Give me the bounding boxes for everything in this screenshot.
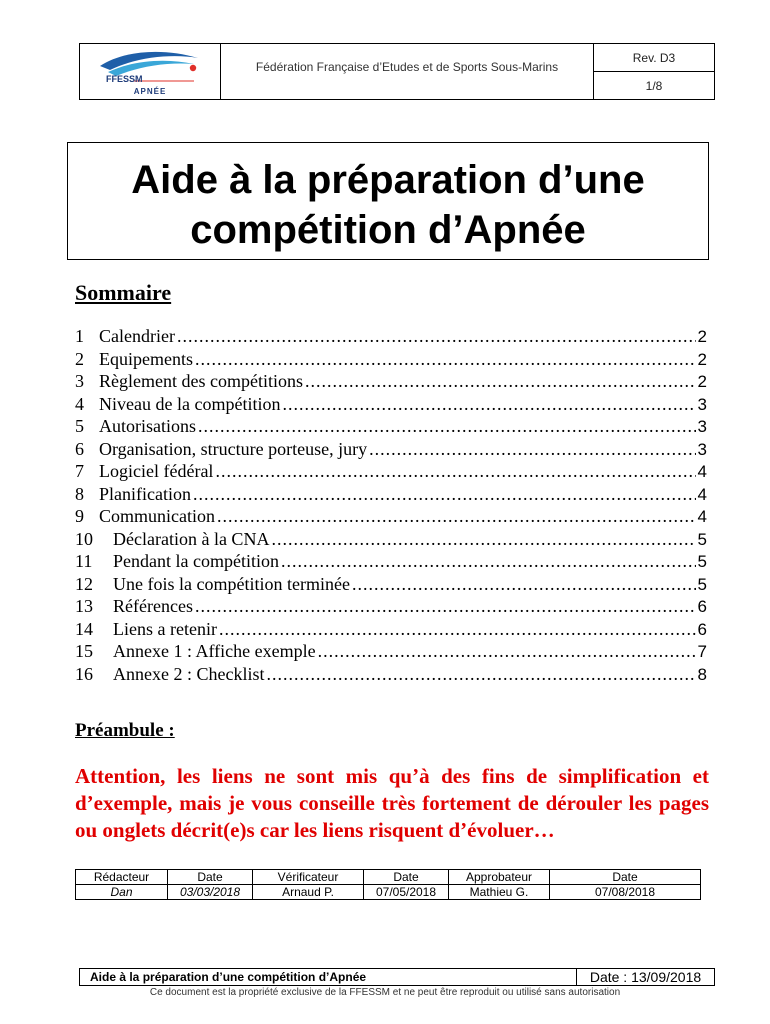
toc-number: 7 <box>75 461 84 481</box>
toc-page-number: 7 <box>697 642 707 661</box>
toc-leader-dots <box>318 640 696 663</box>
title-line-2: compétition d’Apnée <box>190 208 586 252</box>
toc-label: Annexe 1 : Affiche exemple <box>113 641 316 661</box>
toc-page-number: 4 <box>697 507 707 526</box>
toc-number: 16 <box>75 663 93 684</box>
toc-entry[interactable] <box>75 370 707 393</box>
approval-header-cell: Date <box>364 870 449 885</box>
redacteur-value: Dan <box>76 885 168 900</box>
toc-page-number: 3 <box>697 417 707 436</box>
approbation-date-value: 07/08/2018 <box>550 885 701 900</box>
toc-entry[interactable] <box>75 460 707 483</box>
toc-entry[interactable] <box>75 528 707 551</box>
toc-page-number: 5 <box>697 529 707 549</box>
revision: Rev. D3 <box>594 44 714 72</box>
wave-logo-icon <box>94 48 206 86</box>
toc-entry[interactable] <box>75 663 707 686</box>
toc-entry[interactable] <box>75 640 707 663</box>
sommaire-heading: Sommaire <box>75 280 172 305</box>
approval-header-cell: Date <box>168 870 253 885</box>
toc-leader-dots <box>217 505 696 528</box>
toc-label: Références <box>113 596 193 616</box>
toc-page-number: 2 <box>697 372 707 391</box>
preambule-heading: Préambule : <box>75 720 175 741</box>
toc-leader-dots <box>369 438 695 461</box>
toc-leader-dots <box>193 483 696 506</box>
document-title <box>67 142 709 260</box>
verification-date-value: 07/05/2018 <box>364 885 449 900</box>
approval-header-cell: Vérificateur <box>253 870 364 885</box>
toc-number: 4 <box>75 393 84 414</box>
toc-label: Règlement des compétitions <box>99 371 303 391</box>
approval-header-cell: Rédacteur <box>76 870 168 885</box>
toc-entry[interactable] <box>75 348 707 371</box>
toc-leader-dots <box>177 325 696 348</box>
toc-entry[interactable] <box>75 415 707 438</box>
toc-number: 14 <box>75 618 93 639</box>
page-number: 1/8 <box>645 78 663 93</box>
toc-label: Annexe 2 : Checklist <box>113 663 265 684</box>
toc-entry[interactable] <box>75 618 707 641</box>
toc-label: Pendant la compétition <box>113 551 279 571</box>
toc-number: 11 <box>75 551 93 571</box>
toc-entry[interactable] <box>75 325 707 348</box>
toc-label: Organisation, structure porteuse, jury <box>99 438 368 459</box>
approbateur-value: Mathieu G. <box>449 885 550 900</box>
toc-label: Planification <box>99 483 191 504</box>
toc-number: 8 <box>75 483 84 504</box>
title-line-1: Aide à la préparation d’une <box>131 158 645 202</box>
toc-label: Equipements <box>99 348 193 369</box>
organization-name: Fédération Française d’Etudes et de Sports Sous-Marins <box>221 44 594 99</box>
toc-label: Liens a retenir <box>113 618 217 639</box>
toc-page-number: 5 <box>697 552 707 571</box>
attention-notice: Attention, les liens ne sont mis qu’à des fins de simplification et d’exemple, mais je vous conseille très fortement de dérouler les pages ou onglets décrit(e)s car les liens risquent d’évoluer… <box>75 764 709 842</box>
footer-date: Date : 13/09/2018 <box>577 968 715 986</box>
toc-entry[interactable] <box>75 550 707 573</box>
toc-page-number: 8 <box>697 664 707 684</box>
toc-number: 12 <box>75 573 93 594</box>
toc-label: Déclaration à la CNA <box>113 528 270 549</box>
footer-title: Aide à la préparation d’une compétition d’Apnée <box>79 968 577 986</box>
footer-note: Ce document est la propriété exclusive de la FFESSM et ne peut être reproduit ou utilisé sans autorisation <box>149 987 621 998</box>
approval-header-cell: Date <box>550 870 701 885</box>
toc-page-number: 6 <box>697 619 707 639</box>
toc-page-number: 2 <box>697 349 707 369</box>
toc-number: 9 <box>75 506 84 526</box>
toc-leader-dots <box>281 550 696 573</box>
toc-leader-dots <box>195 348 696 371</box>
toc-leader-dots <box>282 393 695 416</box>
verificateur-value: Arnaud P. <box>253 885 364 900</box>
toc-number: 3 <box>75 371 84 391</box>
toc-leader-dots <box>271 528 695 551</box>
toc-leader-dots <box>195 595 696 618</box>
toc-label: Communication <box>99 506 215 526</box>
toc-number: 10 <box>75 528 93 549</box>
toc-label: Autorisations <box>99 416 196 436</box>
toc-label: Calendrier <box>99 326 175 346</box>
approval-header-row <box>76 870 701 885</box>
toc-page-number: 3 <box>697 439 707 459</box>
toc-leader-dots <box>219 618 696 641</box>
toc-entry[interactable] <box>75 438 707 461</box>
ffessm-logo <box>80 44 221 99</box>
toc-leader-dots <box>215 460 695 483</box>
toc-number: 5 <box>75 416 84 436</box>
toc-number: 6 <box>75 438 84 459</box>
toc-entry[interactable] <box>75 573 707 596</box>
toc-number: 2 <box>75 348 84 369</box>
toc-page-number: 6 <box>697 597 707 616</box>
approval-header-cell: Approbateur <box>449 870 550 885</box>
approval-value-row <box>76 885 701 900</box>
toc-label: Logiciel fédéral <box>99 461 214 481</box>
toc-leader-dots <box>266 663 695 686</box>
document-header <box>79 43 715 100</box>
toc-number: 15 <box>75 641 93 661</box>
toc-entry[interactable] <box>75 505 707 528</box>
svg-text:FFESSM: FFESSM <box>106 74 143 84</box>
redaction-date-value: 03/03/2018 <box>168 885 253 900</box>
toc-entry[interactable] <box>75 595 707 618</box>
table-of-contents <box>75 325 707 685</box>
toc-page-number: 4 <box>697 462 707 481</box>
document-footer <box>79 968 715 986</box>
toc-leader-dots <box>198 415 696 438</box>
toc-number: 13 <box>75 596 93 616</box>
toc-entry[interactable] <box>75 483 707 506</box>
toc-entry[interactable] <box>75 393 707 416</box>
toc-number: 1 <box>75 326 84 346</box>
approval-table <box>75 869 701 900</box>
toc-page-number: 4 <box>697 484 707 504</box>
toc-leader-dots <box>352 573 696 596</box>
toc-leader-dots <box>305 370 696 393</box>
toc-label: Une fois la compétition terminée <box>113 573 350 594</box>
logo-subtitle: APNÉE <box>133 87 167 96</box>
revision-cell <box>594 44 714 99</box>
toc-label: Niveau de la compétition <box>99 393 281 414</box>
toc-page-number: 3 <box>697 394 707 414</box>
toc-page-number: 2 <box>697 327 707 346</box>
toc-page-number: 5 <box>697 574 707 594</box>
